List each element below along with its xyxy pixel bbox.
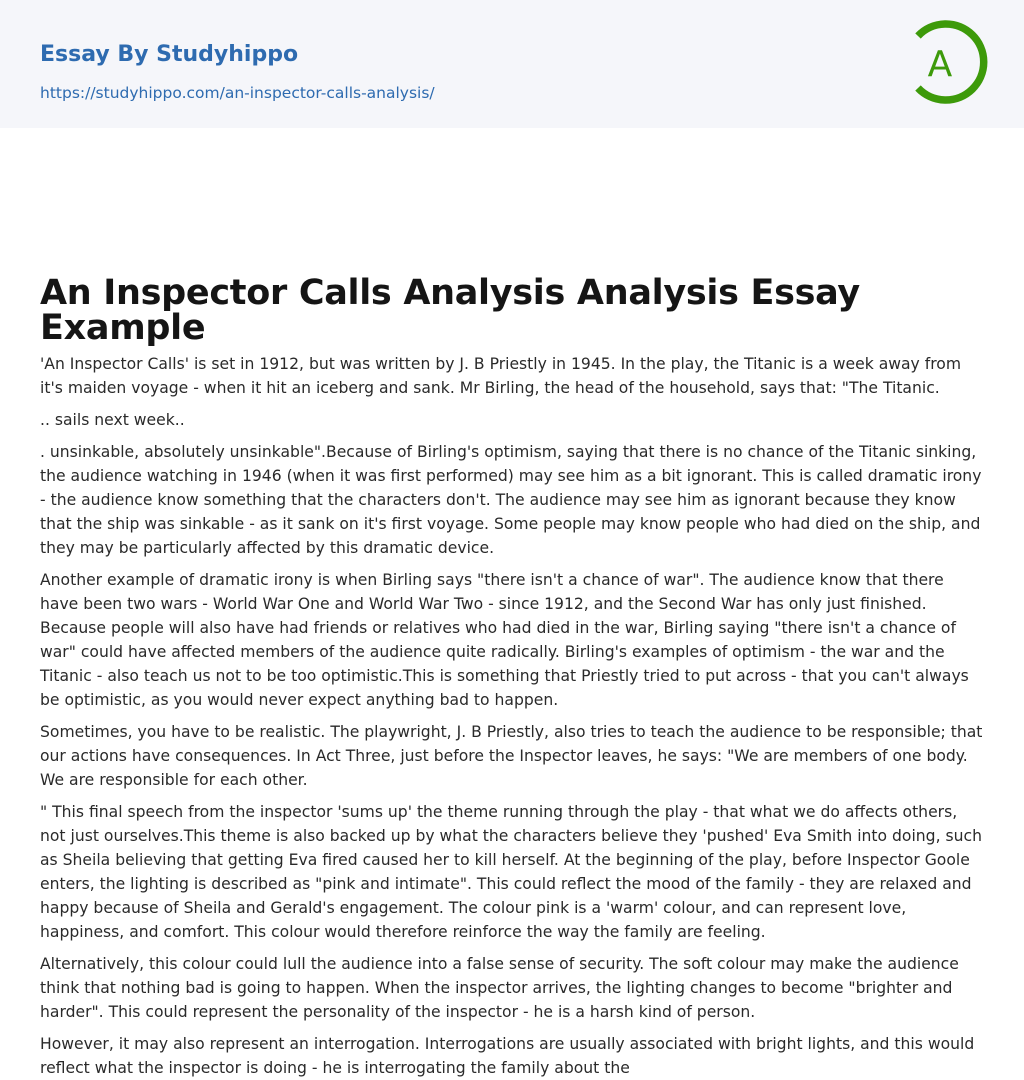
essay-paragraph: Sometimes, you have to be realistic. The playwright, J. B Priestly, also tries to teach the audience to be responsible; that our actions have consequences. In Act Three, just before the Inspector leaves, he says: "We are members of one body. We are responsible for each other. <box>40 723 983 789</box>
essay-paragraph: . unsinkable, absolutely unsinkable".Because of Birling's optimism, saying that there is no chance of the Titanic sinking, the audience watching in 1946 (when it was first performed) may see him as a bit ignorant. This is called dramatic irony - the audience know something that the characters don't. The audience may see him as ignorant because they know that the ship was sinkable - as it sank on it's first voyage. Some people may know people who had died on the ship, and they may be particularly affected by this dramatic device. <box>40 443 982 557</box>
svg-text:A: A <box>927 44 953 85</box>
essay-paragraph: " This final speech from the inspector 'sums up' the theme running through the play - that what we do affects others, not just ourselves.This theme is also backed up by what the characters believe they 'pushed' Eva Smith into doing, such as Sheila believing that getting Eva fired caused her to kill herself. At the beginning of the play, before Inspector Goole enters, the lighting is described as "pink and intimate". This could reflect the mood of the family - they are relaxed and happy because of Sheila and Gerald's engagement. The colour pink is a 'warm' colour, and can represent love, happiness, and comfort. This colour would therefore reinforce the way the family are feeling. <box>40 803 982 941</box>
essay-paragraph: However, it may also represent an interrogation. Interrogations are usually associated with bright lights, and this would reflect what the inspector is doing - he is interrogating the family about the <box>40 1035 975 1077</box>
essay-paragraph: Alternatively, this colour could lull the audience into a false sense of security. The soft colour may make the audience think that nothing bad is going to happen. When the inspector arrives, the lighting changes to become "brighter and harder". This could represent the personality of the inspector - he is a harsh kind of person. <box>40 955 959 1021</box>
page-title: An Inspector Calls Analysis Analysis Essay Example <box>40 273 860 348</box>
essay-paragraph: .. sails next week.. <box>40 411 185 429</box>
essay-paragraph: Another example of dramatic irony is when Birling says "there isn't a chance of war". The audience know that there have been two wars - World War One and World War Two - since 1912, and the Second War has only just finished. Because people will also have had friends or relatives who had died in the war, Birling saying "there isn't a chance of war" could have affected members of the audience quite radically. Birling's examples of optimism - the war and the Titanic - also teach us not to be too optimistic.This is something that Priestly tried to put across - that you can't always be optimistic, as you would never expect anything bad to happen. <box>40 571 969 709</box>
studyhippo-logo-icon <box>904 20 988 104</box>
brand-title: Essay By Studyhippo <box>40 42 299 67</box>
essay-url-link[interactable]: https://studyhippo.com/an-inspector-calls-analysis/ <box>40 84 435 102</box>
essay-body <box>0 346 1024 1080</box>
site-header <box>0 0 1024 128</box>
essay-paragraph: 'An Inspector Calls' is set in 1912, but was written by J. B Priestly in 1945. In the play, the Titanic is a week away from it's maiden voyage - when it hit an iceberg and sank. Mr Birling, the head of the household, says that: "The Titanic. <box>40 355 962 397</box>
